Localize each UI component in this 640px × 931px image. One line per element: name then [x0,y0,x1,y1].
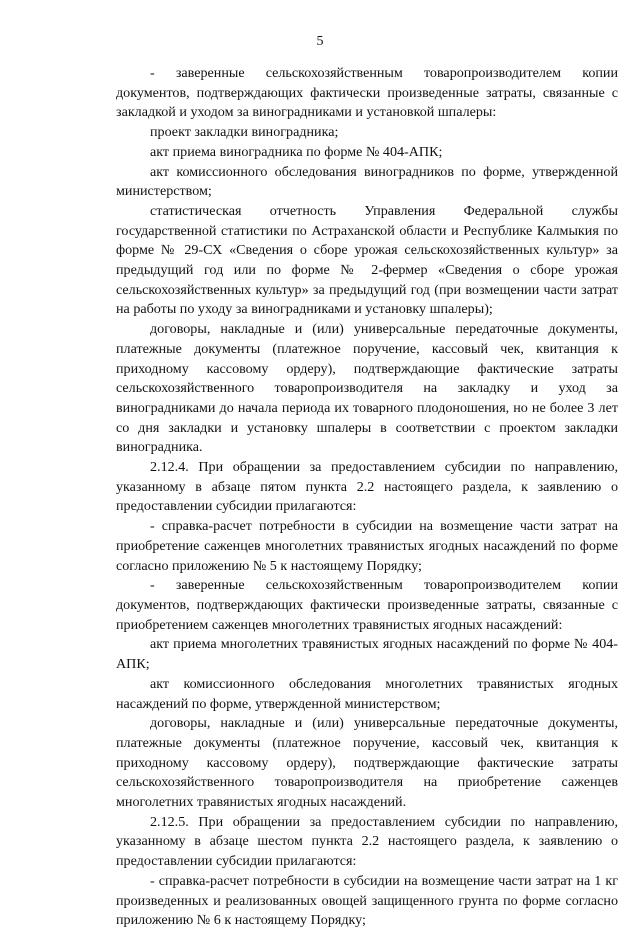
paragraph: договоры, накладные и (или) универсальные передаточные документы, платежные документы (платежное поручение, кассовый чек, квитанция к приходному кассовому ордеру), подтверждающие фактические затраты сельскохозяйственного товаропроизводителя на приобретение саженцев многолетних травянистых ягодных насаждений. [116,715,618,811]
paragraph: - заверенные сельскохозяйственным товаропроизводителем копии документов, подтверждающих фактически произведенные затраты, связанные с закладкой и уходом за виноградниками и установкой шпалеры: [116,65,618,121]
paragraph: акт приема виноградника по форме № 404-АПК; [150,143,443,160]
paragraph: договоры, накладные и (или) универсальные передаточные документы, платежные документы (платежное поручение, кассовый чек, квитанция к приходному кассовому ордеру), подтверждающие фактические затраты сельскохозяйственного товаропроизводителя на закладку и уход за виноградниками до начала периода их товарного плодоношения, но не более 3 лет со дня закладки и установку шпалеры в соответствии с проектом закладки виноградника. [116,321,618,456]
document-body [116,64,618,931]
paragraph: акт комиссионного обследования многолетних травянистых ягодных насаждений по форме, утвержденной министерством; [116,675,618,712]
paragraph: проект закладки виноградника; [150,124,339,141]
paragraph: статистическая отчетность Управления Федеральной службы государственной статистики по Астраханской области и Республике Калмыкия по форме № 29-СХ «Сведения о сборе урожая сельскохозяйственных культур» за предыдущий год или по форме № 2-фермер «Сведения о сборе урожая сельскохозяйственных культур» за предыдущий год (при возмещении части затрат на работы по уходу за виноградниками и установку шпалеры); [116,202,618,318]
paragraph: акт комиссионного обследования виноградников по форме, утвержденной министерством; [116,163,618,200]
paragraph: 2.12.5. При обращении за предоставлением субсидии по направлению, указанному в абзаце шестом пункта 2.2 настоящего раздела, к заявлению о предоставлении субсидии прилагаются: [116,813,618,870]
paragraph: - заверенные сельскохозяйственным товаропроизводителем копии документов, подтверждающих фактически произведенные затраты, связанные с приобретением саженцев многолетних травянистых ягодных насаждений: [116,577,618,633]
paragraph: - справка-расчет потребности в субсидии на возмещение части затрат на приобретение саженцев многолетних травянистых ягодных насаждений по форме согласно приложению № 5 к настоящему Порядку; [116,518,618,574]
paragraph: 2.12.4. При обращении за предоставлением субсидии по направлению, указанному в абзаце пятом пункта 2.2 настоящего раздела, к заявлению о предоставлении субсидии прилагаются: [116,459,618,515]
paragraph: акт приема многолетних травянистых ягодных насаждений по форме № 404-АПК; [116,636,618,673]
page-number: 5 [316,34,324,49]
paragraph: - справка-расчет потребности в субсидии на возмещение части затрат на 1 кг произведенных и реализованных овощей защищенного грунта по форме согласно приложению № 6 к настоящему Порядку; [116,872,618,929]
